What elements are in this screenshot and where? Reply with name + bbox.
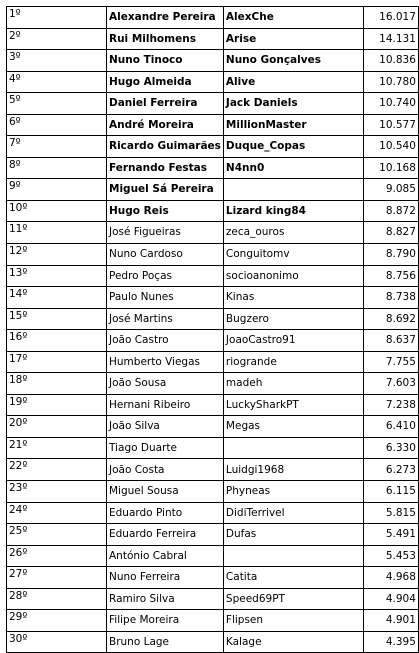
player-name-cell: José Figueiras <box>107 222 224 244</box>
nickname-cell: madeh <box>223 373 363 395</box>
player-name-cell: Nuno Ferreira <box>107 567 224 589</box>
nickname-cell: socioanonimo <box>223 265 363 287</box>
position-cell: 13º <box>7 265 107 287</box>
position-cell: 23º <box>7 481 107 503</box>
score-cell: 8.738 <box>363 287 418 309</box>
table-row <box>7 416 419 438</box>
score-cell: 4.904 <box>363 588 418 610</box>
player-name-cell: João Costa <box>107 459 224 481</box>
score-cell: 6.273 <box>363 459 418 481</box>
score-cell: 6.410 <box>363 416 418 438</box>
nickname-cell: Alive <box>223 71 363 93</box>
table-row <box>7 373 419 395</box>
table-row <box>7 28 419 50</box>
position-cell: 3º <box>7 50 107 72</box>
score-cell: 9.085 <box>363 179 418 201</box>
position-cell: 10º <box>7 200 107 222</box>
nickname-cell: Phyneas <box>223 481 363 503</box>
position-cell: 17º <box>7 351 107 373</box>
nickname-cell: LuckySharkPT <box>223 394 363 416</box>
player-name-cell: Alexandre Pereira <box>107 7 224 29</box>
position-cell: 29º <box>7 610 107 632</box>
position-cell: 12º <box>7 244 107 266</box>
position-cell: 21º <box>7 437 107 459</box>
player-name-cell: Tiago Duarte <box>107 437 224 459</box>
nickname-cell: riogrande <box>223 351 363 373</box>
nickname-cell: Conguitomv <box>223 244 363 266</box>
player-name-cell: Ramiro Silva <box>107 588 224 610</box>
table-row <box>7 265 419 287</box>
nickname-cell <box>223 545 363 567</box>
table-row <box>7 222 419 244</box>
position-cell: 15º <box>7 308 107 330</box>
nickname-cell: JoaoCastro91 <box>223 330 363 352</box>
position-cell: 7º <box>7 136 107 158</box>
table-row <box>7 610 419 632</box>
table-row <box>7 351 419 373</box>
player-name-cell: Rui Milhomens <box>107 28 224 50</box>
table-row <box>7 71 419 93</box>
score-cell: 10.577 <box>363 114 418 136</box>
table-row <box>7 93 419 115</box>
nickname-cell: MillionMaster <box>223 114 363 136</box>
score-cell: 8.790 <box>363 244 418 266</box>
nickname-cell: Bugzero <box>223 308 363 330</box>
nickname-cell: Arise <box>223 28 363 50</box>
table-row <box>7 7 419 29</box>
position-cell: 14º <box>7 287 107 309</box>
nickname-cell: Nuno Gonçalves <box>223 50 363 72</box>
table-row <box>7 459 419 481</box>
nickname-cell: AlexChe <box>223 7 363 29</box>
score-cell: 4.395 <box>363 631 418 653</box>
nickname-cell <box>223 179 363 201</box>
score-cell: 5.491 <box>363 524 418 546</box>
position-cell: 25º <box>7 524 107 546</box>
score-cell: 8.692 <box>363 308 418 330</box>
position-cell: 2º <box>7 28 107 50</box>
score-cell: 7.238 <box>363 394 418 416</box>
table-row <box>7 545 419 567</box>
table-row <box>7 330 419 352</box>
position-cell: 28º <box>7 588 107 610</box>
nickname-cell: Jack Daniels <box>223 93 363 115</box>
table-row <box>7 287 419 309</box>
score-cell: 7.603 <box>363 373 418 395</box>
nickname-cell: Kinas <box>223 287 363 309</box>
score-cell: 4.901 <box>363 610 418 632</box>
position-cell: 11º <box>7 222 107 244</box>
player-name-cell: André Moreira <box>107 114 224 136</box>
player-name-cell: João Silva <box>107 416 224 438</box>
score-cell: 10.740 <box>363 93 418 115</box>
position-cell: 24º <box>7 502 107 524</box>
score-cell: 7.755 <box>363 351 418 373</box>
player-name-cell: Bruno Lage <box>107 631 224 653</box>
player-name-cell: Miguel Sá Pereira <box>107 179 224 201</box>
ranking-table <box>6 6 419 653</box>
nickname-cell: Lizard king84 <box>223 200 363 222</box>
score-cell: 8.756 <box>363 265 418 287</box>
player-name-cell: Nuno Cardoso <box>107 244 224 266</box>
position-cell: 16º <box>7 330 107 352</box>
table-row <box>7 244 419 266</box>
position-cell: 18º <box>7 373 107 395</box>
position-cell: 22º <box>7 459 107 481</box>
table-row <box>7 50 419 72</box>
score-cell: 8.872 <box>363 200 418 222</box>
player-name-cell: Eduardo Ferreira <box>107 524 224 546</box>
position-cell: 1º <box>7 7 107 29</box>
player-name-cell: Humberto Viegas <box>107 351 224 373</box>
table-row <box>7 524 419 546</box>
table-row <box>7 136 419 158</box>
player-name-cell: Pedro Poças <box>107 265 224 287</box>
score-cell: 4.968 <box>363 567 418 589</box>
position-cell: 26º <box>7 545 107 567</box>
nickname-cell: Catita <box>223 567 363 589</box>
player-name-cell: Hugo Reis <box>107 200 224 222</box>
table-row <box>7 157 419 179</box>
player-name-cell: Hugo Almeida <box>107 71 224 93</box>
player-name-cell: João Castro <box>107 330 224 352</box>
score-cell: 10.540 <box>363 136 418 158</box>
nickname-cell: Luidgi1968 <box>223 459 363 481</box>
position-cell: 30º <box>7 631 107 653</box>
score-cell: 16.017 <box>363 7 418 29</box>
table-row <box>7 567 419 589</box>
position-cell: 20º <box>7 416 107 438</box>
table-row <box>7 481 419 503</box>
player-name-cell: Daniel Ferreira <box>107 93 224 115</box>
ranking-table-body <box>7 7 419 653</box>
table-row <box>7 308 419 330</box>
position-cell: 8º <box>7 157 107 179</box>
nickname-cell: Flipsen <box>223 610 363 632</box>
position-cell: 27º <box>7 567 107 589</box>
score-cell: 6.330 <box>363 437 418 459</box>
player-name-cell: Miguel Sousa <box>107 481 224 503</box>
score-cell: 14.131 <box>363 28 418 50</box>
table-row <box>7 394 419 416</box>
table-row <box>7 179 419 201</box>
player-name-cell: Ricardo Guimarães <box>107 136 224 158</box>
nickname-cell: zeca_ouros <box>223 222 363 244</box>
score-cell: 6.115 <box>363 481 418 503</box>
player-name-cell: Nuno Tinoco <box>107 50 224 72</box>
table-row <box>7 502 419 524</box>
score-cell: 8.827 <box>363 222 418 244</box>
position-cell: 19º <box>7 394 107 416</box>
nickname-cell <box>223 437 363 459</box>
position-cell: 5º <box>7 93 107 115</box>
score-cell: 10.836 <box>363 50 418 72</box>
score-cell: 5.815 <box>363 502 418 524</box>
nickname-cell: N4nn0 <box>223 157 363 179</box>
player-name-cell: Fernando Festas <box>107 157 224 179</box>
position-cell: 6º <box>7 114 107 136</box>
nickname-cell: Dufas <box>223 524 363 546</box>
player-name-cell: José Martins <box>107 308 224 330</box>
table-row <box>7 588 419 610</box>
player-name-cell: Filipe Moreira <box>107 610 224 632</box>
position-cell: 9º <box>7 179 107 201</box>
table-row <box>7 114 419 136</box>
player-name-cell: Paulo Nunes <box>107 287 224 309</box>
player-name-cell: João Sousa <box>107 373 224 395</box>
table-row <box>7 200 419 222</box>
score-cell: 5.453 <box>363 545 418 567</box>
position-cell: 4º <box>7 71 107 93</box>
nickname-cell: Speed69PT <box>223 588 363 610</box>
player-name-cell: Hernani Ribeiro <box>107 394 224 416</box>
score-cell: 10.168 <box>363 157 418 179</box>
nickname-cell: Megas <box>223 416 363 438</box>
player-name-cell: Eduardo Pinto <box>107 502 224 524</box>
table-row <box>7 437 419 459</box>
score-cell: 10.780 <box>363 71 418 93</box>
nickname-cell: Kalage <box>223 631 363 653</box>
nickname-cell: Duque_Copas <box>223 136 363 158</box>
player-name-cell: António Cabral <box>107 545 224 567</box>
score-cell: 8.637 <box>363 330 418 352</box>
nickname-cell: DidiTerrivel <box>223 502 363 524</box>
table-row <box>7 631 419 653</box>
